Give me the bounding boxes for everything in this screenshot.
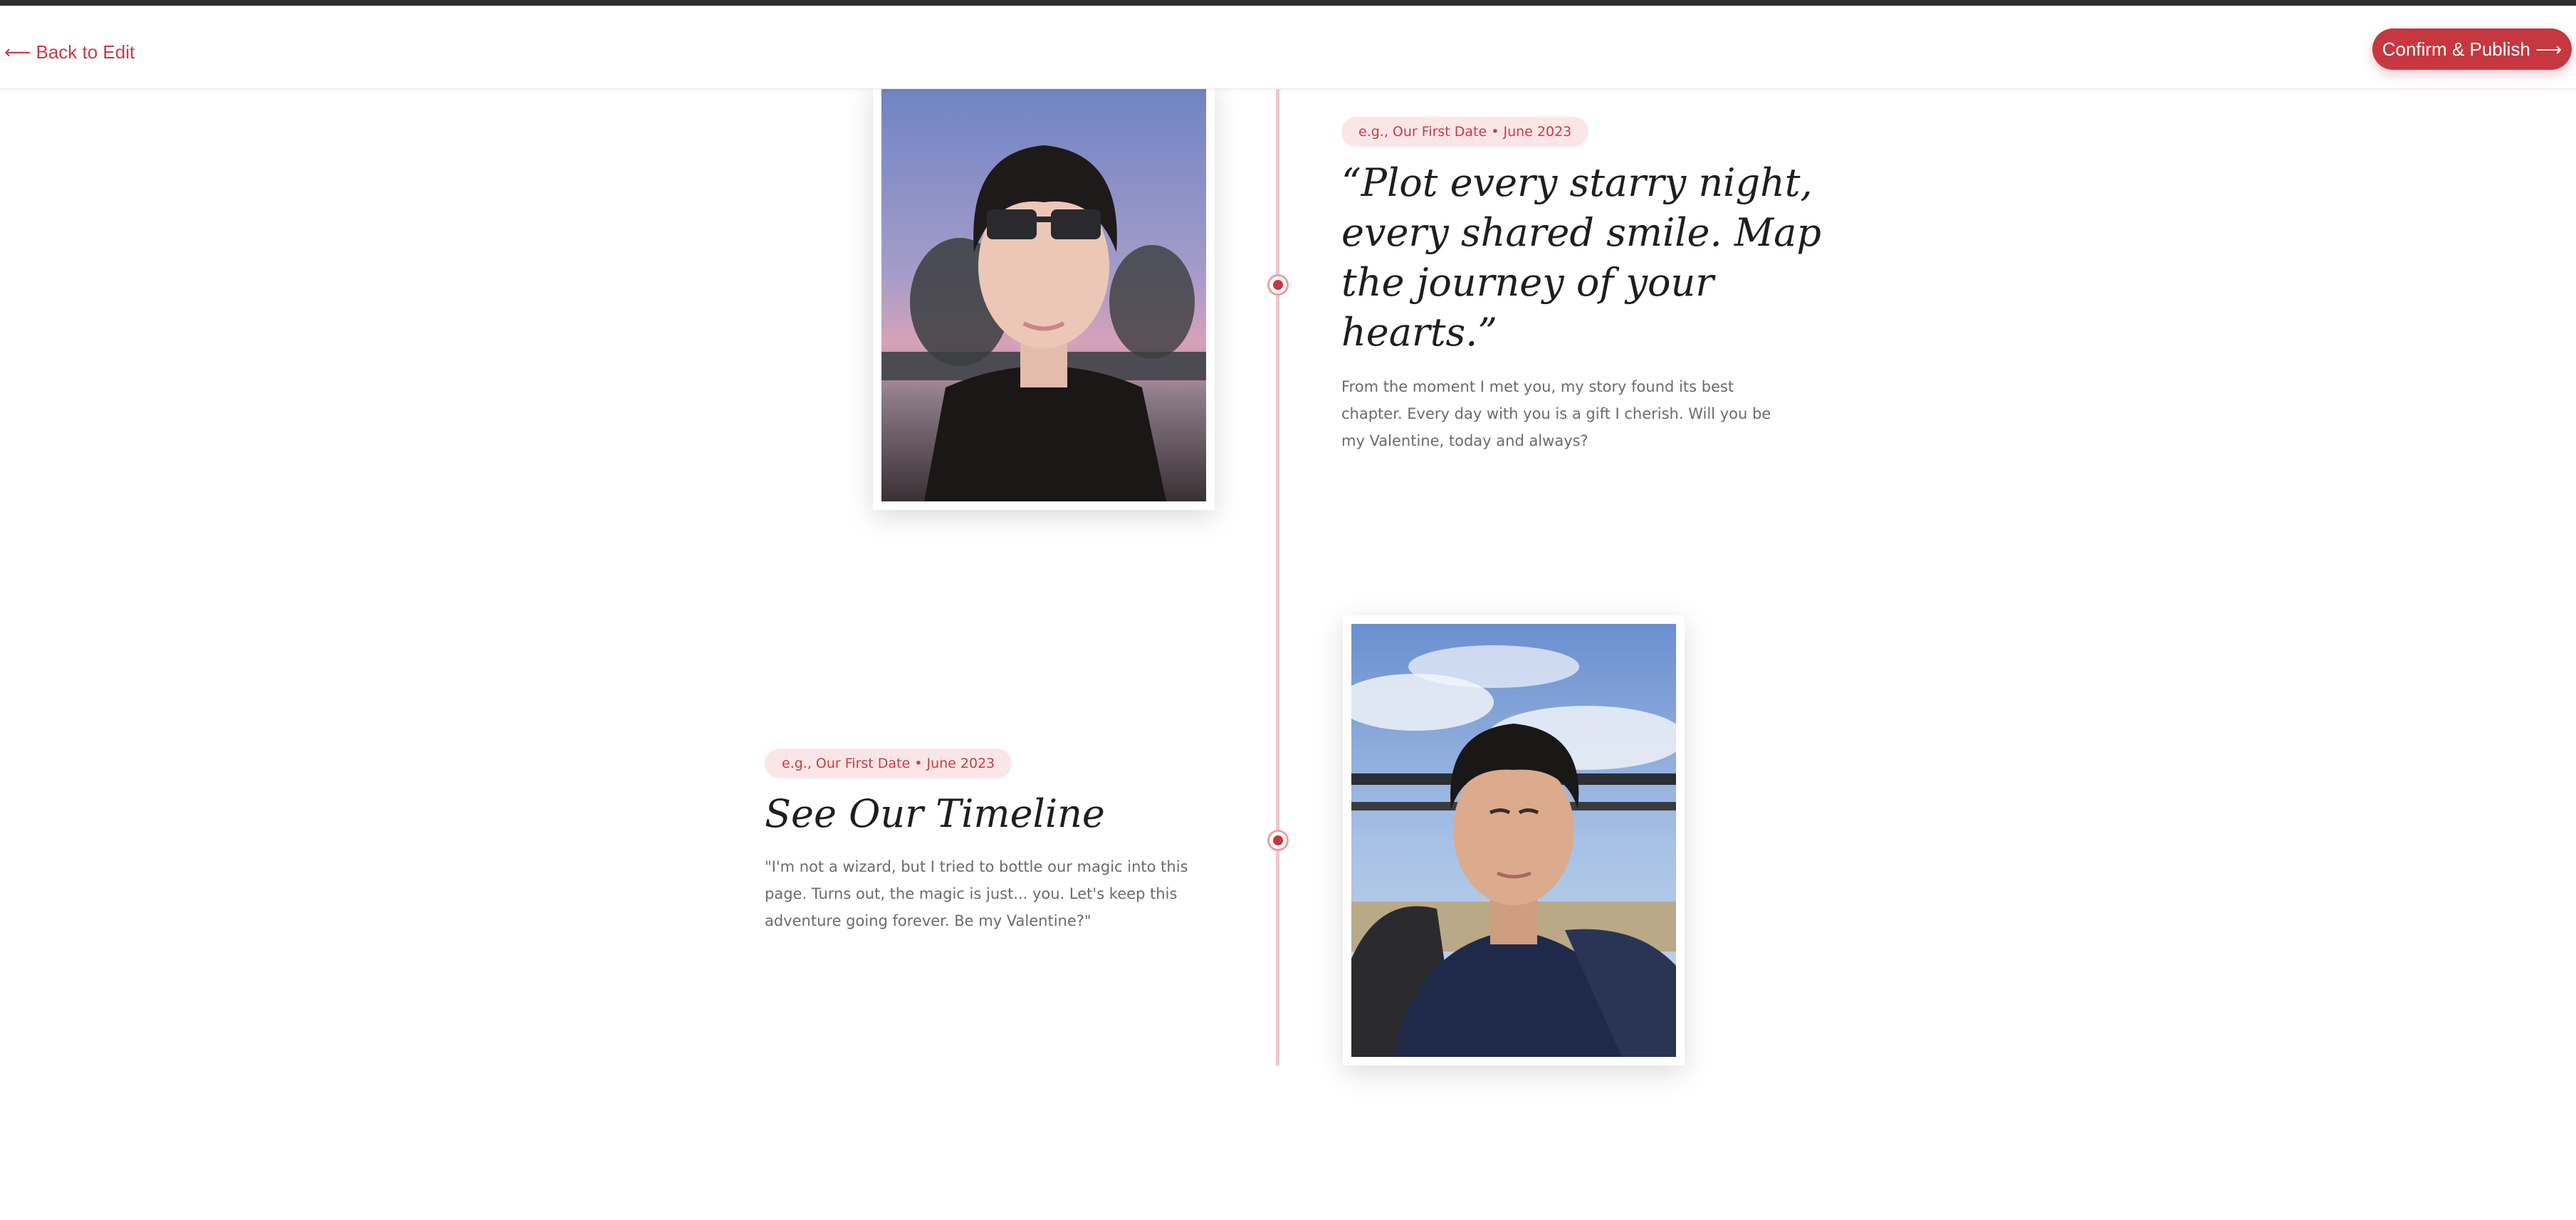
- timeline-quote-1: “Plot every starry night, every shared smile. Map the journey of your hearts.”: [1341, 160, 1821, 355]
- timeline-photo-1: [873, 80, 1215, 510]
- timeline-dot-2: [1267, 830, 1289, 851]
- confirm-publish-button[interactable]: Confirm & Publish ⟶: [2372, 28, 2572, 70]
- timeline-title-2: See Our Timeline: [765, 791, 1105, 836]
- top-bar: [0, 6, 2576, 89]
- portrait-photo-sunset: [881, 88, 1206, 501]
- timeline-dot-1: [1267, 274, 1289, 296]
- timeline-photo-2: [1343, 615, 1685, 1065]
- portrait-photo-car: [1351, 624, 1676, 1057]
- date-badge-2: e.g., Our First Date • June 2023: [765, 749, 1012, 778]
- back-to-edit-link[interactable]: ⟵ Back to Edit: [4, 41, 135, 63]
- date-badge-1: e.g., Our First Date • June 2023: [1341, 117, 1588, 147]
- timeline-body-1: From the moment I met you, my story found its best chapter. Every day with you is a gift I cherish. Will you be my Valentine, today and always?: [1341, 378, 1771, 449]
- window-top-strip: [0, 0, 2576, 6]
- timeline-body-2: "I'm not a wizard, but I tried to bottle our magic into this page. Turns out, the magic is just... you. Let's keep this adventure going forever. Be my Valentine?": [765, 858, 1188, 929]
- timeline-line: [1276, 88, 1279, 1065]
